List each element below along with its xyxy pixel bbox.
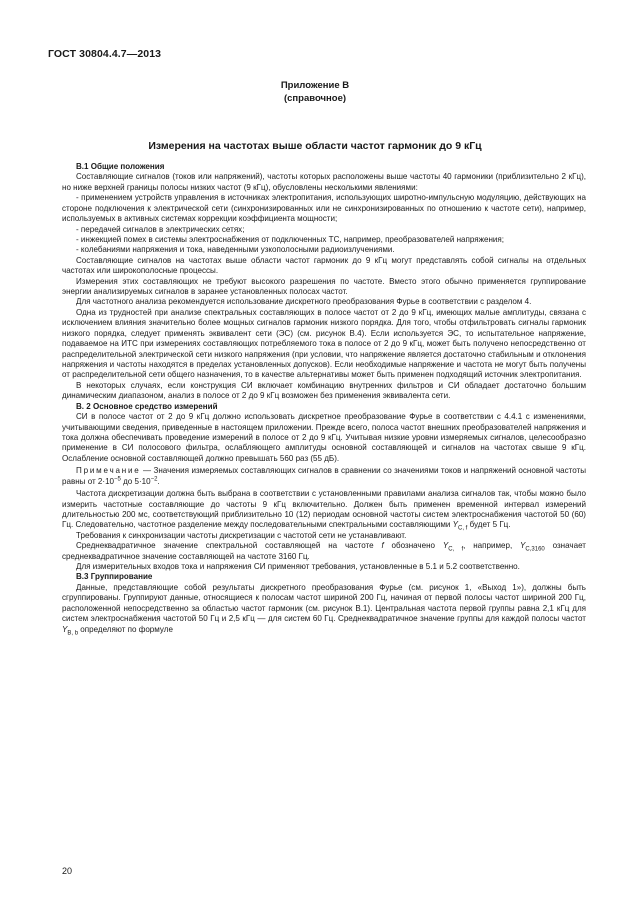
paragraph: В некоторых случаях, если конструкция СИ включает комбинацию внутренних фильтров и СИ обладает достаточно большим динамическим диапазоном, анализ в полосе от 2 до 9 кГц возможен без применения эквивалента сети. [62, 380, 586, 401]
list-item: - колебаниями напряжения и тока, наведенными узкополосными радиоизлучениями. [76, 245, 395, 255]
list-item: - инжекцией помех в системы электроснабжения от подключенных ТС, например, преобразователей напряжения; [76, 234, 504, 244]
page-number: 20 [62, 866, 73, 876]
note-exponent: −2 [150, 475, 158, 482]
section-heading-b1: В.1 Общие положения [76, 162, 165, 171]
document-title: Измерения на частотах выше области частот гармоник до 9 кГц [148, 140, 482, 152]
symbol: Y [62, 624, 68, 634]
paragraph: Одна из трудностей при анализе спектральных составляющих в полосе частот от 2 до 9 кГц, имеющих малые амплитуды, связана с исключением влияния значительно более мощных сигналов гармоник низкого порядка. Для того, чтобы отфильтровать сигналы гармоник низкого порядка, следует применять эквивалент сети (ЭС) (см. рисунок В.4). Если используется ЭС, то испытательное напряжение, подаваемое на ИТС при измерениях составляющих потребляемого тока в полосе от 2 до 9 кГц, может быть получено непосредственно от распределительной электрической сети низкого напряжения (при условии, что напряжение является достаточно стабильным и отклонения напряжения и частоты находятся в пределах установленных допусков). Если необходимые напряжение и частота не могут быть получены от распределительной сети общего назначения, то в качестве альтернативы может быть применен подходящий источник электропитания. [62, 307, 586, 380]
list-item: - передачей сигналов в электрических сетях; [76, 224, 245, 234]
paragraph: Для частотного анализа рекомендуется использование дискретного преобразования Фурье в соответствии с разделом 4. [76, 297, 532, 307]
note-paragraph [62, 466, 586, 487]
paragraph: Составляющие сигналов (токов или напряжений), частоты которых расположены выше частоты 40 гармоники (приблизительно 2 кГц), но ниже верхней границы полосы низких частот (9 кГц), обусловлены несколькими явлениями: [62, 172, 586, 192]
note-text: до 5·10 [120, 476, 151, 486]
symbol-subscript: C, f [458, 525, 468, 532]
symbol: Y [442, 541, 449, 551]
paragraph: Данные, представляющие собой результаты дискретного преобразования Фурье (см. рисунок 1, «Выход 1»), должны быть сгруппированы. Группируют данные, относящиеся к полосам частот шириной 200 Гц, начиная от первой полосы частот шириной 200 Гц, расположенной непосредственно за областью частот гармоник (см. рисунок В.1). Центральная частота первой группы равна 2,1 кГц для систем электроснабжения частотой 50 Гц и 2,5 кГц — для систем 60 Гц. Среднеквадратичное значение группы для каждой полосы частот $Y_{B, b}$ определяют по формуле [62, 582, 586, 637]
note-text: — Значения измеряемых составляющих сигналов в сравнении со значениями токов и напряжений основной частоты равны от 2·10 [62, 466, 586, 486]
paragraph: Частота дискретизации должна быть выбрана в соответствии с установленными правилами анализа сигналов так, чтобы можно было измерить частотные составляющие до частоты 9 кГц включительно. Должен быть применен временной интервал измерений длительностью 200 мс, соответствующий приблизительно 10 (12) периодам основной частоты систем электроснабжения частотой 50 (60) Гц. Следовательно, частотное разделение между последовательными спектральными составляющими $Y_{C, f}$ будет 5 Гц. [62, 489, 586, 532]
paragraph: Измерения этих составляющих не требуют высокого разрешения по частоте. Вместо этого обычно применяется группирование энергии анализируемых сигналов в заранее установленных полосах частот. [62, 276, 586, 297]
note-label: Примечание [76, 466, 141, 476]
symbol: Y [452, 520, 459, 530]
paragraph: Составляющие сигналов на частотах выше области частот гармоник до 9 кГц могут представлять собой сигналы на отдельных частотах или широкополосные процессы. [62, 255, 586, 276]
section-heading-b3: В.3 Группирование [76, 572, 153, 582]
paragraph: СИ в полосе частот от 2 до 9 кГц должно использовать дискретное преобразование Фурье в соответствии с 4.4.1 с изменениями, учитывающими сведения, приведенные в настоящем приложении. Прежде всего, полоса частот внешних преобразователей напряжения и тока должна обеспечивать проведение измерений в полосе от 2 до 9 кГц. Учитывая низкие уровни измеряемых сигналов, целесообразно применение в СИ полосового фильтра, ослабляющего амплитуды основной составляющей и сигналов на частотах свыше 9 кГц. Ослабление основной составляющей должно превышать 560 раз (55 дБ). [62, 412, 586, 463]
symbol-subscript: B, b [67, 630, 79, 637]
standard-code: ГОСТ 30804.4.7—2013 [48, 48, 162, 60]
paragraph: Для измерительных входов тока и напряжения СИ применяют требования, установленные в 5.1 и 5.2 соответственно. [76, 562, 520, 572]
list-item: - применением устройств управления в источниках электропитания, использующих широтно-импульсную модуляцию, действующих на стороне подключения к электрической сети (синхронизированных или не синхронизированных по отношению к частоте сети), например, используемых в активных системах коррекции коэффициента мощности; [62, 193, 586, 224]
symbol: f [381, 541, 384, 551]
symbol-subscript: C, f [448, 546, 464, 553]
appendix-kind: (справочное) [283, 93, 347, 104]
appendix-label: Приложение В [280, 80, 350, 91]
note-exponent: −5 [114, 475, 121, 482]
symbol: Y [520, 541, 526, 551]
document-body [62, 162, 586, 635]
paragraph: Требования к синхронизации частоты дискретизации с частотой сети не устанавливают. [76, 530, 407, 540]
paragraph: Среднеквадратичное значение спектральной составляющей на частоте f обозначено $Y_{C, f}$, например, $Y_{C,3160}$ означает среднеквадратичное значение составляющей на частоте 3160 Гц. [62, 541, 586, 561]
note-text: . [157, 476, 160, 486]
section-heading-b2: В. 2 Основное средство измерений [76, 401, 218, 411]
symbol-subscript: C,3160 [525, 546, 545, 553]
